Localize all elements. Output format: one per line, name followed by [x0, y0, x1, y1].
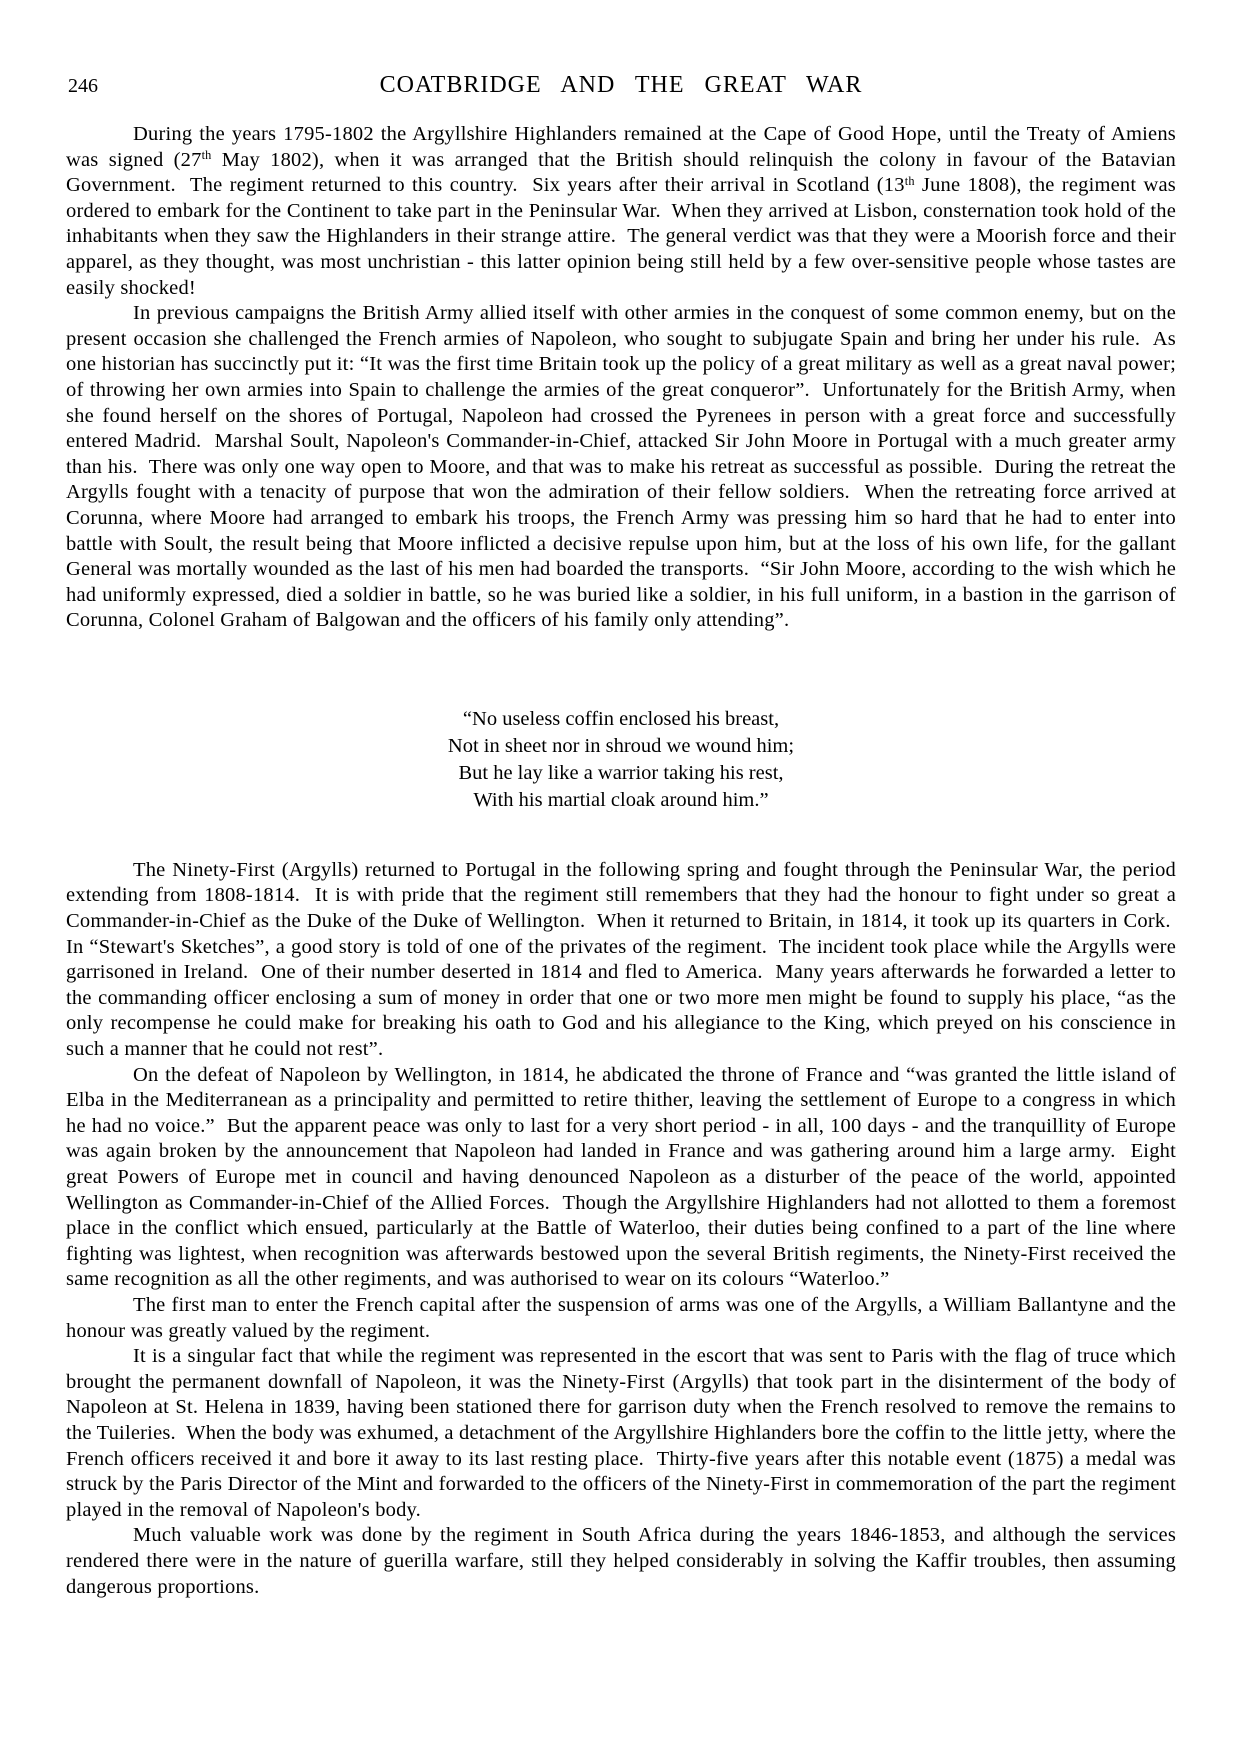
- page-header: [66, 72, 1176, 100]
- page-body: [66, 122, 1176, 1600]
- poem-line: With his martial cloak around him.”: [473, 788, 769, 811]
- poem-line: But he lay like a warrior taking his rest,: [458, 761, 784, 784]
- paragraph: The Ninety-First (Argylls) returned to Portugal in the following spring and fought through the Peninsular War, the period extending from 1808-1814. It is with pride that the regiment still remembers that they had the honour to fight under so great a Commander-in-Chief as the Duke of the Duke of Wellington. When it returned to Britain, in 1814, it took up its quarters in Cork. In “Stewart's Sketches”, a good story is told of one of the privates of the regiment. The incident took place while the Argylls were garrisoned in Ireland. One of their number deserted in 1814 and fled to America. Many years afterwards he forwarded a letter to the commanding officer enclosing a sum of money in order that one or two more men might be found to supply his place, “as the only recompense he could make for breaking his oath to God and his allegiance to the King, which preyed on his conscience in such a manner that he could not rest”.: [66, 858, 1176, 1061]
- poem-line: Not in sheet nor in shroud we wound him;: [447, 734, 795, 757]
- paragraph: Much valuable work was done by the regiment in South Africa during the years 1846-1853, and although the services rendered there were in the nature of guerilla warfare, still they helped considerably in solving the Kaffir troubles, then assuming dangerous proportions.: [66, 1524, 1176, 1598]
- paragraph: On the defeat of Napoleon by Wellington, in 1814, he abdicated the throne of France and “was granted the little island of Elba in the Mediterranean as a principality and permitted to retire thither, leaving the settlement of Europe to a congress in which he had no voice.” But the apparent peace was only to last for a very short period - in all, 100 days - and the tranquillity of Europe was again broken by the announcement that Napoleon had landed in France and was gathering around him a large army. Eight great Powers of Europe met in council and having denounced Napoleon as a disturber of the peace of the world, appointed Wellington as Commander-in-Chief of the Allied Forces. Though the Argyllshire Highlanders had not allotted to them a foremost place in the conflict which ensued, particularly at the Battle of Waterloo, their duties being confined to a part of the line where fighting was lightest, when recognition was afterwards bestowed upon the several British regiments, the Ninety-First received the same recognition as all the other regiments, and was authorised to wear on its colours “Waterloo.”: [66, 1063, 1176, 1291]
- poem: [66, 706, 1176, 814]
- paragraph: During the years 1795-1802 the Argyllshire Highlanders remained at the Cape of Good Hope, until the Treaty of Amiens was signed (27th May 1802), when it was arranged that the British should relinquish the colony in favour of the Batavian Government. The regiment returned to this country. Six years after their arrival in Scotland (13th June 1808), the regiment was ordered to embark for the Continent to take part in the Peninsular War. When they arrived at Lisbon, consternation took hold of the inhabitants when they saw the Highlanders in their strange attire. The general verdict was that they were a Moorish force and their apparel, as they thought, was most unchristian - this latter opinion being still held by a few over-sensitive people whose tastes are easily shocked!: [66, 123, 1176, 299]
- paragraph: In previous campaigns the British Army allied itself with other armies in the conquest of some common enemy, but on the present occasion she challenged the French armies of Napoleon, who sought to subjugate Spain and bring her under his rule. As one historian has succinctly put it: “It was the first time Britain took up the policy of a great military as well as a great naval power; of throwing her own armies into Spain to challenge the armies of the great conqueror”. Unfortunately for the British Army, when she found herself on the shores of Portugal, Napoleon had crossed the Pyrenees in person with a great force and successfully entered Madrid. Marshal Soult, Napoleon's Commander-in-Chief, attacked Sir John Moore in Portugal with a much greater army than his. There was only one way open to Moore, and that was to make his retreat as successful as possible. During the retreat the Argylls fought with a tenacity of purpose that won the admiration of their fellow soldiers. When the retreating force arrived at Corunna, where Moore had arranged to embark his troops, the French Army was pressing him so hard that he had to enter into battle with Soult, the result being that Moore inflicted a decisive repulse upon him, but at the loss of his own life, for the gallant General was mortally wounded as the last of his men had boarded the transports. “Sir John Moore, according to the wish which he had uniformly expressed, died a soldier in battle, so he was buried like a soldier, in his full uniform, in a bastion in the garrison of Corunna, Colonel Graham of Balgowan and the officers of his family only attending”.: [66, 302, 1176, 632]
- paragraph: The first man to enter the French capital after the suspension of arms was one of the Argylls, a William Ballantyne and the honour was greatly valued by the regiment.: [66, 1293, 1176, 1342]
- page-number: 246: [68, 75, 98, 97]
- paragraph: It is a singular fact that while the regiment was represented in the escort that was sent to Paris with the flag of truce which brought the permanent downfall of Napoleon, it was the Ninety-First (Argylls) that took part in the disinterment of the body of Napoleon at St. Helena in 1839, having been stationed there for garrison duty when the French resolved to remove the remains to the Tuileries. When the body was exhumed, a detachment of the Argyllshire Highlanders bore the coffin to the little jetty, where the French officers received it and bore it away to its last resting place. Thirty-five years after this notable event (1875) a medal was struck by the Paris Director of the Mint and forwarded to the officers of the Ninety-First in commemoration of the part the regiment played in the removal of Napoleon's body.: [66, 1345, 1176, 1521]
- poem-line: “No useless coffin enclosed his breast,: [462, 707, 780, 730]
- page-title: COATBRIDGE AND THE GREAT WAR: [379, 72, 863, 98]
